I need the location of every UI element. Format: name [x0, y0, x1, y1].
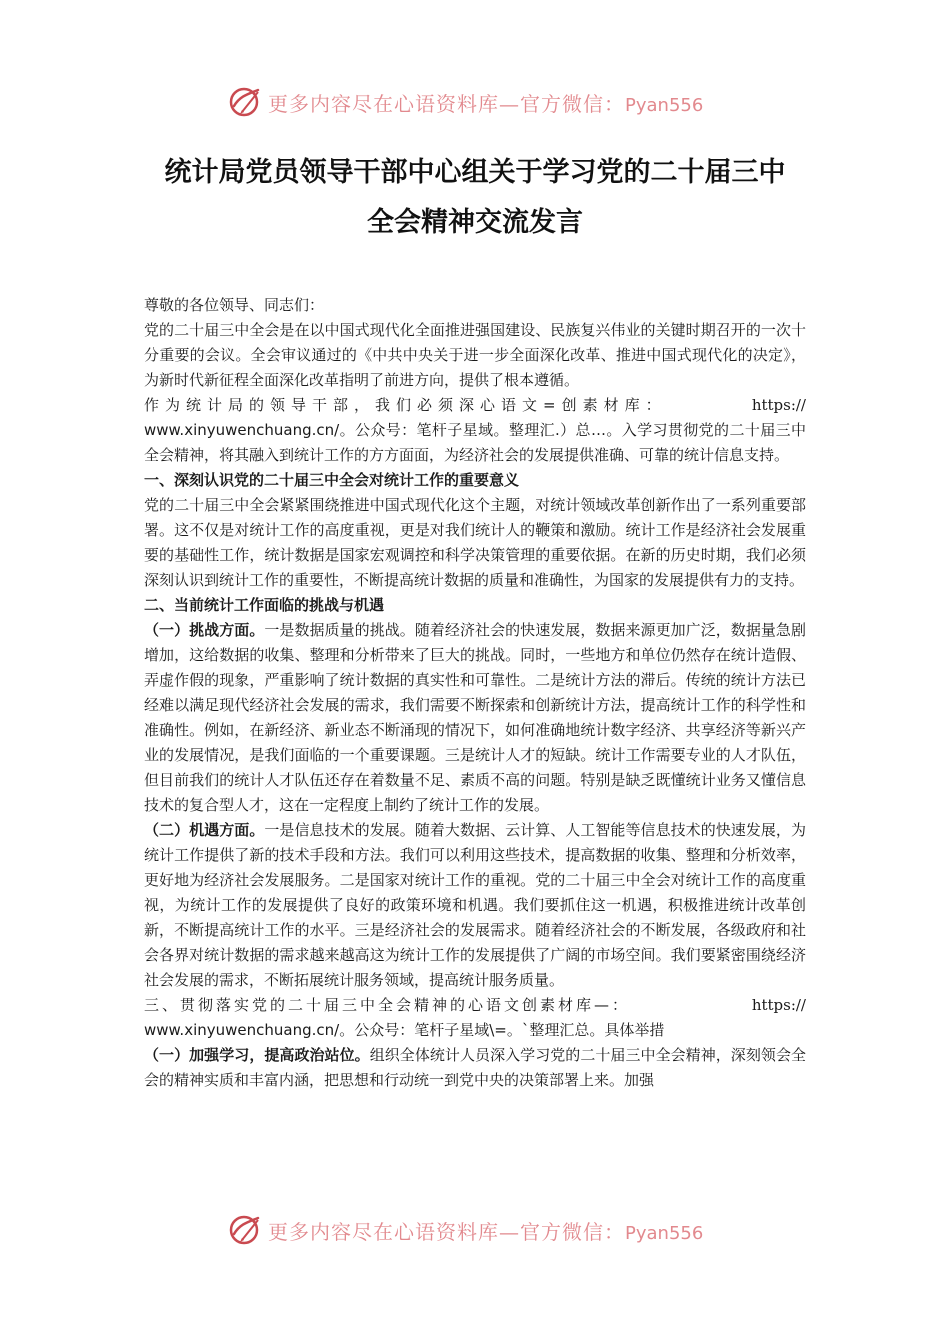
challenges-paragraph: （一）挑战方面。一是数据质量的挑战。随着经济社会的快速发展，数据来源更加广泛，数据量急剧增加，这给数据的收集、整理和分析带来了巨大的挑战。同时，一些地方和单位仍然存在统计造假、弄虚作假的现象，严重影响了统计数据的真实性和可靠性。二是统计方法的滞后。传统的统计方法已经难以满足现代经济社会发展的需求，我们需要不断探索和创新统计方法，提高统计工作的科学性和准确性。例如，在新经济、新业态不断涌现的情况下，如何准确地统计数字经济、共享经济等新兴产业的发展情况，是我们面临的一个重要课题。三是统计人才的短缺。统计工作需要专业的人才队伍，但目前我们的统计人才队伍还存在着数量不足、素质不高的问题。特别是缺乏既懂统计业务又懂信息技术的复合型人才，这在一定程度上制约了统计工作的发展。 — [144, 621, 806, 814]
pen-logo-icon — [228, 84, 264, 120]
challenges-lead: （一）挑战方面。 — [144, 621, 265, 639]
banner-text: 更多内容尽在心语资料库—官方微信：Pyan556 — [268, 1219, 704, 1244]
footer-banner — [0, 1210, 950, 1250]
section-heading-2: 二、当前统计工作面临的挑战与机遇 — [144, 596, 385, 614]
opportunities-paragraph: （二）机遇方面。一是信息技术的发展。随着大数据、云计算、人工智能等信息技术的快速发展，为统计工作提供了新的技术手段和方法。我们可以利用这些技术，提高数据的收集、整理和分析效率，更好地为经济社会发展服务。二是国家对统计工作的重视。党的二十届三中全会对统计工作的高度重视，为统计工作的发展提供了良好的政策环境和机遇。我们要抓住这一机遇，积极推进统计改革创新，不断提高统计工作的水平。三是经济社会的发展需求。随着经济社会的不断发展，各级政府和社会各界对统计数据的需求越来越高这为统计工作的发展提供了广阔的市场空间。我们要紧密围绕经济社会发展的需求，不断拓展统计服务领域，提高统计服务质量。 — [144, 821, 806, 989]
greeting: 尊敬的各位领导、同志们： — [144, 296, 325, 314]
measures-paragraph: （一）加强学习，提高政治站位。组织全体统计人员深入学习党的二十届三中全会精神，深刻领会全会的精神实质和丰富内涵，把思想和行动统一到党中央的决策部署上来。加强 — [144, 1046, 806, 1089]
opportunities-lead: （二）机遇方面。 — [144, 821, 265, 839]
banner-wechat-id: Pyan556 — [625, 1222, 704, 1244]
document-body — [144, 293, 806, 1093]
banner-text: 更多内容尽在心语资料库—官方微信：Pyan556 — [268, 91, 704, 116]
document-title — [100, 148, 850, 248]
title-line-1: 统计局党员领导干部中心组关于学习党的二十届三中 — [164, 157, 786, 188]
banner-wechat-id: Pyan556 — [625, 94, 704, 116]
header-banner — [0, 82, 950, 122]
pen-logo-icon — [228, 1212, 264, 1248]
intro-paragraph-2: 作为统计局的领导干部，我们必须深心语文=创素材库： https:// www.xinyuwenchuang.cn/。公众号：笔杆子星域。整理汇.）总…。入学习贯彻党的二十届三中全会精神，将其融入到统计工作的方方面面，为经济社会的发展提供准确、可靠的统计信息支持。 — [144, 396, 806, 464]
measures-lead: （一）加强学习，提高政治站位。 — [144, 1046, 370, 1064]
section-heading-3: 三、贯彻落实党的二十届三中全会精神的心语文创素材库—： https:// www.xinyuwenchuang.cn/。公众号：笔杆子星域\=。`整理汇总。具体举措 — [144, 996, 806, 1039]
intro-paragraph: 党的二十届三中全会是在以中国式现代化全面推进强国建设、民族复兴伟业的关键时期召开的一次十分重要的会议。全会审议通过的《中共中央关于进一步全面深化改革、推进中国式现代化的决定》，为新时代新征程全面深化改革指明了前进方向，提供了根本遵循。 — [144, 321, 806, 389]
section-1-paragraph: 党的二十届三中全会紧紧围绕推进中国式现代化这个主题，对统计领域改革创新作出了一系列重要部署。这不仅是对统计工作的高度重视，更是对我们统计人的鞭策和激励。统计工作是经济社会发展重要的基础性工作，统计数据是国家宏观调控和科学决策管理的重要依据。在新的历史时期，我们必须深刻认识到统计工作的重要性，不断提高统计数据的质量和准确性，为国家的发展提供有力的支持。 — [144, 496, 806, 589]
section-heading-1: 一、深刻认识党的二十届三中全会对统计工作的重要意义 — [144, 471, 520, 489]
title-line-2: 全会精神交流发言 — [367, 207, 583, 238]
